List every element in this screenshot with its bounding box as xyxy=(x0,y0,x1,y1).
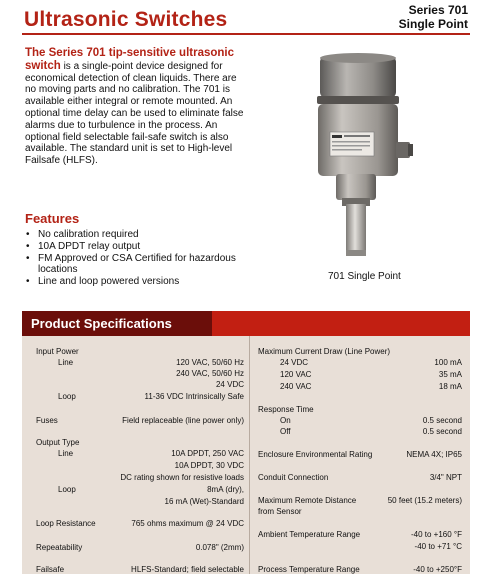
spec-value: 24 VDC xyxy=(215,380,244,389)
column-divider xyxy=(249,336,250,574)
spec-label: 24 VDC xyxy=(280,358,309,367)
spec-value: 240 VAC, 50/60 Hz xyxy=(176,369,244,378)
intro-paragraph xyxy=(25,47,250,167)
spec-value: 11-36 VDC Intrinsically Safe xyxy=(144,392,244,401)
spec-label: 240 VAC xyxy=(280,382,312,391)
spec-value: Field replaceable (line power only) xyxy=(122,416,244,425)
series-number: Series 701 xyxy=(408,3,468,17)
spec-value: 120 VAC, 50/60 Hz xyxy=(176,358,244,367)
spec-label: On xyxy=(280,416,291,425)
spec-value: 8mA (dry), xyxy=(207,485,244,494)
list-item: • FM Approved or CSA Certified for hazardous locations xyxy=(25,253,255,277)
spec-label: Input Power xyxy=(36,347,79,356)
spec-label: Maximum Current Draw (Line Power) xyxy=(258,347,391,356)
features-list xyxy=(25,229,255,288)
list-item: • 10A DPDT relay output xyxy=(25,241,255,253)
spec-value: 35 mA xyxy=(438,370,462,379)
spec-value: -40 to +250°F xyxy=(413,565,462,574)
spec-value: 3/4" NPT xyxy=(429,473,462,482)
spec-label: Loop Resistance xyxy=(36,519,96,528)
specs-title: Product Specifications xyxy=(31,316,172,331)
spec-value: 100 mA xyxy=(434,358,462,367)
spec-value: 10A DPDT, 250 VAC xyxy=(171,449,244,458)
spec-label: Enclosure Environmental Rating xyxy=(258,450,373,459)
spec-value: DC rating shown for resistive loads xyxy=(120,473,244,482)
spec-value: -40 to +71 °C xyxy=(414,542,462,551)
product-photo xyxy=(300,52,420,262)
list-item: • Line and loop powered versions xyxy=(25,276,255,288)
intro-lead: The Series 701 tip-sensitive ultrasonic switch xyxy=(25,47,234,72)
list-item: • No calibration required xyxy=(25,229,255,241)
spec-value: 0.5 second xyxy=(422,416,462,425)
spec-label: Loop xyxy=(58,485,76,494)
specs-table xyxy=(22,336,470,574)
header-divider xyxy=(22,33,470,35)
spec-label: Response Time xyxy=(258,405,314,414)
spec-value: 16 mA (Wet)-Standard xyxy=(164,497,244,506)
series-label xyxy=(399,3,468,31)
spec-value: 0.5 second xyxy=(422,427,462,436)
page-title: Ultrasonic Switches xyxy=(24,8,228,31)
features-heading: Features xyxy=(25,211,80,226)
spec-value: 50 feet (15.2 meters) xyxy=(387,496,462,505)
spec-label: Line xyxy=(58,358,74,367)
spec-label: Fuses xyxy=(36,416,58,425)
spec-label: Ambient Temperature Range xyxy=(258,530,361,539)
spec-label: Process Temperature Range xyxy=(258,565,360,574)
spec-label: 120 VAC xyxy=(280,370,312,379)
spec-label: Repeatability xyxy=(36,543,83,552)
spec-label: from Sensor xyxy=(258,507,302,516)
specs-header-band xyxy=(22,311,470,336)
spec-label: Maximum Remote Distance xyxy=(258,496,357,505)
spec-value: HLFS-Standard; field selectable xyxy=(131,565,244,574)
intro-body: is a single-point device designed for economical detection of clean liquids. There are no moving parts and no calibration. The 701 is available either integral or remote mounted. An optional time delay can be used to eliminate false alarms due to turbulence in the process. An optional field selectable fail-safe switch is also available. The standard unit is set to High-level Failsafe (HLFS). xyxy=(25,60,244,167)
spec-label: Output Type xyxy=(36,438,80,447)
spec-label: Failsafe xyxy=(36,565,65,574)
spec-value: 18 mA xyxy=(438,382,462,391)
spec-label: Off xyxy=(280,427,291,436)
series-type: Single Point xyxy=(398,17,468,31)
spec-value: NEMA 4X; IP65 xyxy=(406,450,462,459)
product-caption: 701 Single Point xyxy=(328,271,401,282)
page-header xyxy=(0,0,500,36)
spec-value: -40 to +160 °F xyxy=(410,530,462,539)
spec-label: Loop xyxy=(58,392,76,401)
spec-value: 10A DPDT, 30 VDC xyxy=(174,461,244,470)
spec-label: Line xyxy=(58,449,74,458)
spec-label: Conduit Connection xyxy=(258,473,329,482)
spec-value: 765 ohms maximum @ 24 VDC xyxy=(131,519,244,528)
spec-value: 0.078" (2mm) xyxy=(195,543,244,552)
